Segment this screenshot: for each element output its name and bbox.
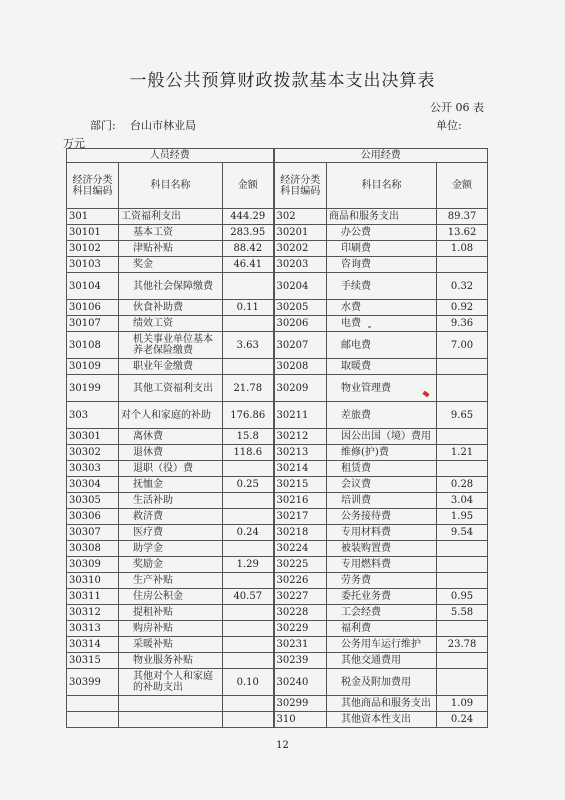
left-code-cell: 30305 — [67, 493, 119, 509]
left-code-cell: 30102 — [67, 241, 119, 257]
table-row — [67, 621, 488, 637]
right-name-cell: 劳务费 — [327, 573, 437, 589]
right-amount-cell — [437, 257, 488, 273]
right-name-cell: 印刷费 — [327, 241, 437, 257]
left-name-cell: 物业服务补贴 — [119, 653, 223, 669]
left-code-cell: 30103 — [67, 257, 119, 273]
right-name-cell: 专用材料费 — [327, 525, 437, 541]
left-name-cell: 采暖补贴 — [119, 637, 223, 653]
left-amount-cell: 1.29 — [223, 557, 274, 573]
left-name-cell: 生活补助 — [119, 493, 223, 509]
left-amount-cell: 283.95 — [223, 225, 274, 241]
right-name-cell: 其他商品和服务支出 — [327, 696, 437, 712]
right-code-cell: 30217 — [274, 509, 327, 525]
left-name-cell: 抚恤金 — [119, 477, 223, 493]
left-code-cell: 30108 — [67, 332, 119, 359]
right-code-cell: 30214 — [274, 461, 327, 477]
right-amount-cell — [437, 573, 488, 589]
right-amount-cell: 1.08 — [437, 241, 488, 257]
left-amount-cell: 444.29 — [223, 209, 274, 225]
right-name-cell: 因公出国（境）费用 — [327, 429, 437, 445]
right-code-cell: 30207 — [274, 332, 327, 359]
left-name-cell: 助学金 — [119, 541, 223, 557]
left-name-cell: 救济费 — [119, 509, 223, 525]
right-code-cell: 30215 — [274, 477, 327, 493]
page-number: 12 — [276, 740, 289, 751]
left-amount-cell: 46.41 — [223, 257, 274, 273]
left-amount-cell — [223, 712, 274, 728]
left-code-cell — [67, 696, 119, 712]
department-name: 台山市林业局 — [130, 119, 196, 132]
left-name-cell: 奖金 — [119, 257, 223, 273]
page-title: 一般公共预算财政拨款基本支出决算表 — [129, 71, 436, 91]
table-row — [67, 316, 488, 332]
header-amount-right: 金额 — [437, 163, 488, 209]
right-name-cell: 物业管理费 — [327, 375, 437, 402]
header-code-right: 经济分类 科目编码 — [274, 163, 327, 209]
left-amount-cell: 176.86 — [223, 402, 274, 429]
right-name-cell: 取暖费 — [327, 359, 437, 375]
right-name-cell: 维修(护)费 — [327, 445, 437, 461]
left-amount-cell — [223, 637, 274, 653]
unit-label: 单位: — [436, 119, 462, 132]
right-amount-cell — [437, 557, 488, 573]
left-name-cell — [119, 712, 223, 728]
right-amount-cell: 9.54 — [437, 525, 488, 541]
left-code-cell: 30106 — [67, 300, 119, 316]
left-amount-cell: 3.63 — [223, 332, 274, 359]
right-amount-cell: 1.09 — [437, 696, 488, 712]
left-amount-cell — [223, 359, 274, 375]
scan-speck — [368, 326, 371, 328]
header-name-right: 科目名称 — [327, 163, 437, 209]
table-row — [67, 712, 488, 728]
table-row — [67, 461, 488, 477]
left-amount-cell — [223, 605, 274, 621]
left-code-cell — [67, 712, 119, 728]
left-name-cell: 医疗费 — [119, 525, 223, 541]
right-amount-cell: 13.62 — [437, 225, 488, 241]
right-code-cell: 30211 — [274, 402, 327, 429]
right-name-cell: 会议费 — [327, 477, 437, 493]
department-label: 部门: — [90, 119, 116, 132]
table-row — [67, 375, 488, 402]
left-amount-cell: 0.10 — [223, 669, 274, 696]
right-name-cell: 商品和服务支出 — [327, 209, 437, 225]
table-row — [67, 669, 488, 696]
table-row — [67, 589, 488, 605]
right-amount-cell — [437, 669, 488, 696]
left-name-cell: 住房公积金 — [119, 589, 223, 605]
table-row — [67, 257, 488, 273]
right-amount-cell: 3.04 — [437, 493, 488, 509]
left-name-cell: 工资福利支出 — [119, 209, 223, 225]
right-name-cell: 工会经费 — [327, 605, 437, 621]
left-code-cell: 30302 — [67, 445, 119, 461]
left-code-cell: 30312 — [67, 605, 119, 621]
left-amount-cell — [223, 573, 274, 589]
table-row — [67, 541, 488, 557]
right-name-cell: 专用燃料费 — [327, 557, 437, 573]
right-code-cell: 30225 — [274, 557, 327, 573]
right-code-cell: 30218 — [274, 525, 327, 541]
left-code-cell: 303 — [67, 402, 119, 429]
table-row — [67, 557, 488, 573]
left-name-cell: 绩效工资 — [119, 316, 223, 332]
right-name-cell: 咨询费 — [327, 257, 437, 273]
right-name-cell: 税金及附加费用 — [327, 669, 437, 696]
table-row — [67, 332, 488, 359]
right-name-cell: 邮电费 — [327, 332, 437, 359]
left-code-cell: 30199 — [67, 375, 119, 402]
left-code-cell: 30107 — [67, 316, 119, 332]
left-amount-cell — [223, 461, 274, 477]
section-public: 公用经费 — [274, 149, 488, 163]
table-row — [67, 402, 488, 429]
table-row — [67, 359, 488, 375]
left-code-cell: 30304 — [67, 477, 119, 493]
right-code-cell: 30226 — [274, 573, 327, 589]
right-name-cell: 福利费 — [327, 621, 437, 637]
left-name-cell: 购房补贴 — [119, 621, 223, 637]
right-name-cell: 电费 — [327, 316, 437, 332]
left-code-cell: 30104 — [67, 273, 119, 300]
right-amount-cell: 23.78 — [437, 637, 488, 653]
right-amount-cell: 1.21 — [437, 445, 488, 461]
right-amount-cell: 5.58 — [437, 605, 488, 621]
left-code-cell: 30309 — [67, 557, 119, 573]
left-code-cell: 30306 — [67, 509, 119, 525]
right-amount-cell — [437, 461, 488, 477]
table-row — [67, 573, 488, 589]
left-code-cell: 30399 — [67, 669, 119, 696]
left-name-cell: 机关事业单位基本养老保险缴费 — [119, 332, 223, 359]
table-row — [67, 445, 488, 461]
right-code-cell: 30204 — [274, 273, 327, 300]
right-amount-cell — [437, 653, 488, 669]
table-row — [67, 429, 488, 445]
left-code-cell: 30301 — [67, 429, 119, 445]
right-amount-cell — [437, 375, 488, 402]
right-code-cell: 30224 — [274, 541, 327, 557]
table-row — [67, 225, 488, 241]
left-code-cell: 30109 — [67, 359, 119, 375]
left-amount-cell — [223, 541, 274, 557]
right-name-cell: 其他资本性支出 — [327, 712, 437, 728]
left-code-cell: 30308 — [67, 541, 119, 557]
right-code-cell: 30203 — [274, 257, 327, 273]
table-body — [67, 209, 488, 728]
left-amount-cell: 0.25 — [223, 477, 274, 493]
left-name-cell: 津贴补贴 — [119, 241, 223, 257]
right-amount-cell: 7.00 — [437, 332, 488, 359]
left-code-cell: 301 — [67, 209, 119, 225]
left-amount-cell: 40.57 — [223, 589, 274, 605]
left-amount-cell — [223, 316, 274, 332]
right-name-cell: 租赁费 — [327, 461, 437, 477]
left-code-cell: 30303 — [67, 461, 119, 477]
right-amount-cell: 0.92 — [437, 300, 488, 316]
right-amount-cell — [437, 621, 488, 637]
left-amount-cell — [223, 509, 274, 525]
right-code-cell: 30299 — [274, 696, 327, 712]
right-name-cell: 办公费 — [327, 225, 437, 241]
left-code-cell: 30314 — [67, 637, 119, 653]
right-code-cell: 302 — [274, 209, 327, 225]
right-code-cell: 30239 — [274, 653, 327, 669]
right-amount-cell: 0.95 — [437, 589, 488, 605]
left-code-cell: 30315 — [67, 653, 119, 669]
right-name-cell: 差旅费 — [327, 402, 437, 429]
table-row — [67, 241, 488, 257]
left-amount-cell — [223, 493, 274, 509]
left-name-cell: 伙食补助费 — [119, 300, 223, 316]
right-name-cell: 培训费 — [327, 493, 437, 509]
right-code-cell: 30209 — [274, 375, 327, 402]
table-row — [67, 493, 488, 509]
right-code-cell: 30240 — [274, 669, 327, 696]
header-amount-left: 金额 — [223, 163, 274, 209]
left-amount-cell: 0.11 — [223, 300, 274, 316]
right-code-cell: 30202 — [274, 241, 327, 257]
right-amount-cell: 1.95 — [437, 509, 488, 525]
expenditure-table — [66, 148, 488, 728]
left-name-cell: 退职（役）费 — [119, 461, 223, 477]
right-name-cell: 公务用车运行维护 — [327, 637, 437, 653]
left-amount-cell — [223, 273, 274, 300]
right-amount-cell: 9.65 — [437, 402, 488, 429]
table-row — [67, 273, 488, 300]
left-code-cell: 30307 — [67, 525, 119, 541]
right-name-cell: 被装购置费 — [327, 541, 437, 557]
right-name-cell: 其他交通费用 — [327, 653, 437, 669]
right-amount-cell: 0.24 — [437, 712, 488, 728]
right-code-cell: 30227 — [274, 589, 327, 605]
left-amount-cell: 21.78 — [223, 375, 274, 402]
left-name-cell: 其他对个人和家庭的补助支出 — [119, 669, 223, 696]
left-name-cell — [119, 696, 223, 712]
left-amount-cell: 88.42 — [223, 241, 274, 257]
right-code-cell: 30231 — [274, 637, 327, 653]
right-name-cell: 公务接待费 — [327, 509, 437, 525]
right-amount-cell: 89.37 — [437, 209, 488, 225]
left-name-cell: 离休费 — [119, 429, 223, 445]
table-row — [67, 696, 488, 712]
header-name-left: 科目名称 — [119, 163, 223, 209]
unit-value: 万元 — [63, 137, 85, 150]
right-code-cell: 310 — [274, 712, 327, 728]
right-name-cell: 水费 — [327, 300, 437, 316]
table-row — [67, 509, 488, 525]
right-code-cell: 30228 — [274, 605, 327, 621]
left-name-cell: 提租补贴 — [119, 605, 223, 621]
table-row — [67, 605, 488, 621]
left-code-cell: 30313 — [67, 621, 119, 637]
left-code-cell: 30310 — [67, 573, 119, 589]
right-code-cell: 30216 — [274, 493, 327, 509]
right-code-cell: 30206 — [274, 316, 327, 332]
table-row — [67, 525, 488, 541]
right-amount-cell — [437, 541, 488, 557]
right-amount-cell — [437, 429, 488, 445]
left-name-cell: 生产补贴 — [119, 573, 223, 589]
right-name-cell: 手续费 — [327, 273, 437, 300]
left-name-cell: 其他社会保障缴费 — [119, 273, 223, 300]
left-name-cell: 对个人和家庭的补助 — [119, 402, 223, 429]
right-code-cell: 30201 — [274, 225, 327, 241]
right-amount-cell: 9.36 — [437, 316, 488, 332]
left-amount-cell: 118.6 — [223, 445, 274, 461]
left-name-cell: 退休费 — [119, 445, 223, 461]
right-amount-cell — [437, 359, 488, 375]
right-code-cell: 30205 — [274, 300, 327, 316]
table-row — [67, 637, 488, 653]
header-code-left: 经济分类 科目编码 — [67, 163, 119, 209]
left-amount-cell: 0.24 — [223, 525, 274, 541]
left-code-cell: 30311 — [67, 589, 119, 605]
table-row — [67, 300, 488, 316]
left-name-cell: 基本工资 — [119, 225, 223, 241]
right-code-cell: 30212 — [274, 429, 327, 445]
table-row — [67, 477, 488, 493]
form-number: 公开 06 表 — [430, 101, 484, 114]
left-name-cell: 其他工资福利支出 — [119, 375, 223, 402]
right-amount-cell: 0.32 — [437, 273, 488, 300]
section-personnel: 人员经费 — [67, 149, 274, 163]
right-code-cell: 30208 — [274, 359, 327, 375]
table-row — [67, 653, 488, 669]
left-amount-cell — [223, 696, 274, 712]
left-amount-cell: 15.8 — [223, 429, 274, 445]
left-amount-cell — [223, 653, 274, 669]
left-amount-cell — [223, 621, 274, 637]
right-code-cell: 30229 — [274, 621, 327, 637]
right-code-cell: 30213 — [274, 445, 327, 461]
right-amount-cell: 0.28 — [437, 477, 488, 493]
right-name-cell: 委托业务费 — [327, 589, 437, 605]
left-name-cell: 奖励金 — [119, 557, 223, 573]
table-row — [67, 209, 488, 225]
left-name-cell: 职业年金缴费 — [119, 359, 223, 375]
left-code-cell: 30101 — [67, 225, 119, 241]
